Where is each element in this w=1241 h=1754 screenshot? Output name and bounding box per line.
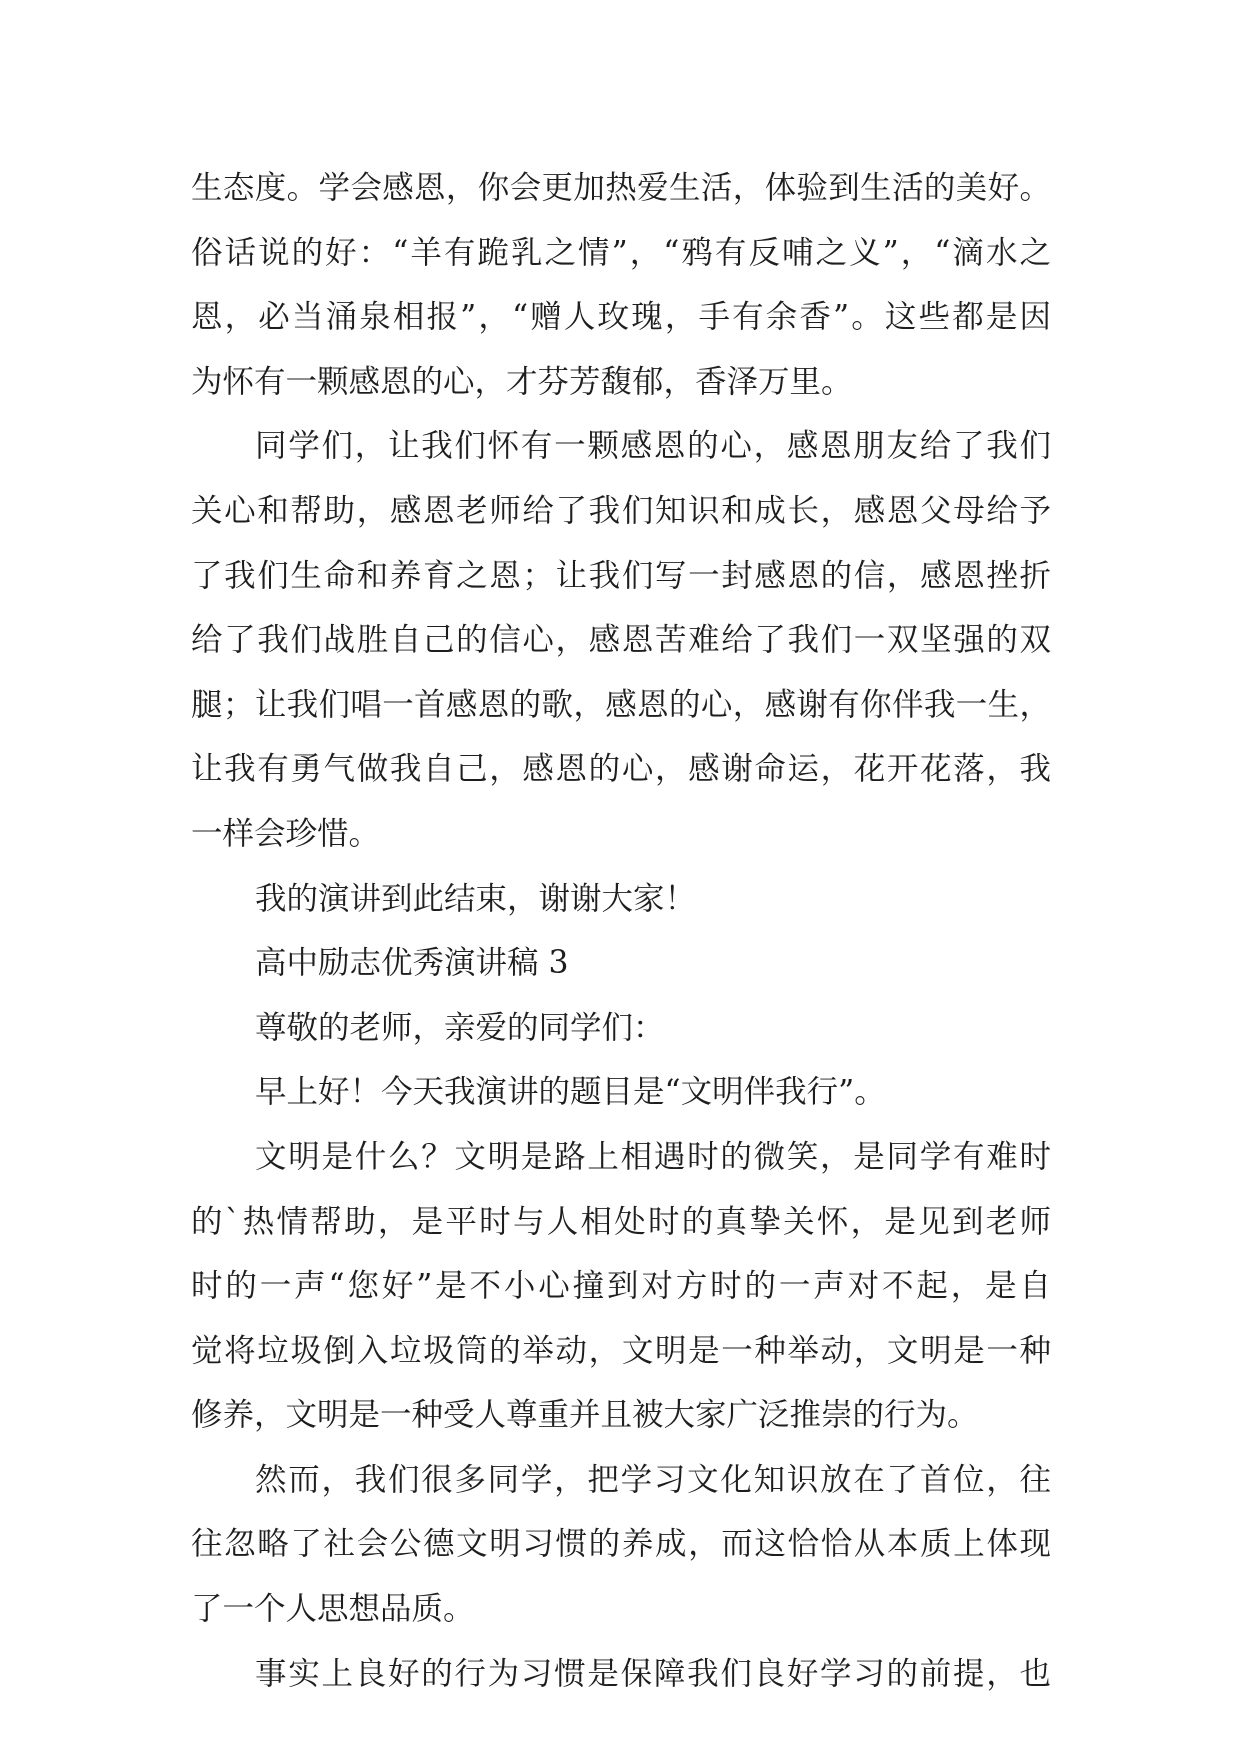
body-text [191, 156, 1051, 1706]
salutation: 尊敬的老师，亲爱的同学们： [255, 1009, 665, 1046]
text-line: 生态度。学会感恩，你会更加热爱生活，体验到生活的美好。 [191, 170, 1051, 206]
text-line: 事实上良好的行为习惯是保障我们良好学习的前提，也 [255, 1655, 1051, 1692]
text-line: 往忽略了社会公德文明习惯的养成，而这恰恰从本质上体现 [191, 1526, 1051, 1563]
text-line: 时的一声“您好”是不小心撞到对方时的一声对不起，是自 [191, 1268, 1051, 1305]
text-line: 同学们，让我们怀有一颗感恩的心，感恩朋友给了我们 [255, 428, 1051, 465]
text-line: 我的演讲到此结束，谢谢大家！ [255, 880, 697, 917]
text-line: 了我们生命和养育之恩；让我们写一封感恩的信，感恩挫折 [191, 557, 1051, 594]
text-line: 觉将垃圾倒入垃圾筒的举动，文明是一种举动，文明是一种 [191, 1332, 1051, 1369]
text-line: 让我有勇气做我自己，感恩的心，感谢命运，花开花落，我 [191, 751, 1051, 788]
text-line: 了一个人思想品质。 [191, 1591, 475, 1628]
text-line: 修养，文明是一种受人尊重并且被大家广泛推崇的行为。 [191, 1397, 979, 1434]
text-line: 为怀有一颗感恩的心，才芬芳馥郁，香泽万里。 [191, 363, 853, 400]
text-line: 俗话说的好：“羊有跪乳之情”，“鸦有反哺之义”，“滴水之 [191, 234, 1051, 271]
text-line: 腿；让我们唱一首感恩的歌，感恩的心，感谢有你伴我一生， [191, 686, 1051, 723]
text-line: 早上好！今天我演讲的题目是“文明伴我行”。 [255, 1074, 886, 1111]
text-line: 文明是什么？文明是路上相遇时的微笑，是同学有难时 [255, 1138, 1051, 1175]
text-line: 然而，我们很多同学，把学习文化知识放在了首位，往 [255, 1461, 1051, 1498]
section-heading: 高中励志优秀演讲稿 3 [255, 945, 569, 982]
text-line: 给了我们战胜自己的信心，感恩苦难给了我们一双坚强的双 [191, 622, 1051, 659]
text-line: 一样会珍惜。 [191, 815, 381, 852]
text-line: 关心和帮助，感恩老师给了我们知识和成长，感恩父母给予 [191, 492, 1051, 529]
text-line: 恩，必当涌泉相报”，“赠人玫瑰，手有余香”。这些都是因 [191, 299, 1051, 336]
text-line: 的`热情帮助，是平时与人相处时的真挚关怀，是见到老师 [191, 1203, 1051, 1240]
